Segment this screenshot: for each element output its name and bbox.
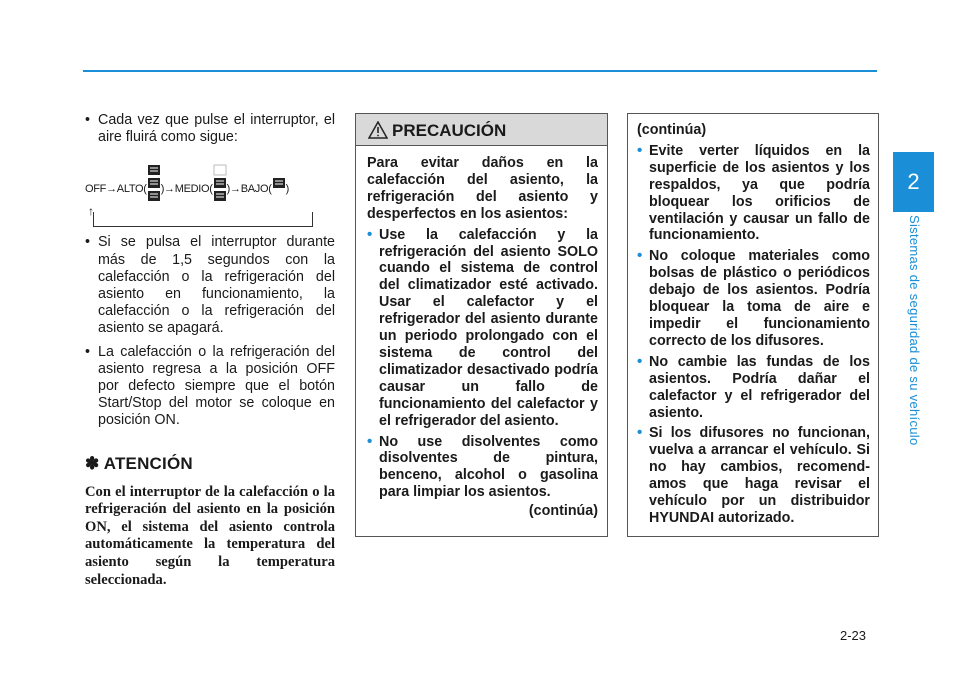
sequence-off-alto: OFF→ALTO(	[85, 183, 147, 196]
sequence-line	[85, 176, 289, 202]
up-arrow-icon: ↑	[88, 204, 94, 219]
attention-body: Con el interruptor de la calefacción o la refrigeración del asiento en la posición ON, el sistema del asiento controla automáticamente la temperatura del asiento según la temperatura seleccionada.	[85, 483, 335, 588]
left-column	[85, 112, 335, 589]
continued-label: (continúa)	[528, 503, 598, 520]
continued-heading: (continúa)	[637, 122, 707, 138]
caution-content	[356, 146, 607, 520]
sequence-end: )	[285, 183, 290, 196]
seat-vent-medium-icon	[213, 164, 227, 202]
bullet-default-off: • La calefacción o la refrigeración del asiento regresa a la posición OFF por defecto siempre que el botón Start/Stop del motor se coloque en posición ON.	[85, 344, 335, 430]
continued-content	[628, 114, 878, 527]
sequence-medio: )→MEDIO(	[160, 183, 213, 196]
bullet-long-press: • Si se pulsa el interruptor durante más de 1,5 segundos con la calefacción o la refrigeración del asiento en funcionamiento, la calefacción o la refrigeración del asiento se apagará.	[85, 234, 335, 337]
caution-box	[355, 113, 608, 537]
attention-heading: ✽ ATENCIÓN	[85, 453, 193, 473]
caution-item: • No use disolventes como disolventes de pintura, benceno, alcohol o gasolina para limpiar los asientos.	[367, 434, 598, 502]
caution-intro: Para evitar daños en la calefacción del asiento, la refrigeración del asiento y desperfectos en los asientos:	[367, 155, 598, 222]
header-rule	[83, 70, 877, 72]
seat-vent-high-icon	[147, 164, 161, 202]
seat-vent-low-icon	[272, 164, 286, 202]
continued-item: • No cambie las fundas de los asientos. Podría dañar el calefactor y el refrigerador del asiento.	[637, 354, 870, 422]
airflow-sequence-diagram	[85, 162, 335, 220]
continued-item: • Si los difusores no funcionan, vuelva a arrancar el vehículo. Si no hay cambios, recomend-amos que haga revisar el vehículo por un distribuidor HYUNDAI autorizado.	[637, 425, 870, 526]
warning-triangle-icon	[368, 121, 388, 139]
caution-title: PRECAUCIÓN	[392, 121, 507, 140]
chapter-title-vertical: Sistemas de seguridad de su vehículo	[907, 215, 922, 446]
page-number: 2-23	[840, 628, 867, 643]
continued-item: • No coloque materiales como bolsas de plástico o periódicos debajo de los asientos. Podría bloquear la toma de aire e impedir el funcionamiento correcto de los difusores.	[637, 248, 870, 349]
caution-header	[356, 114, 607, 146]
continued-item: • Evite verter líquidos en la superficie de los asientos y los respaldos, ya que podría bloquear los orificios de ventilación y causar un fallo de funcionamiento.	[637, 143, 870, 244]
chapter-number-tab: 2	[893, 152, 934, 212]
bullet-airflow: • Cada vez que pulse el interruptor, el aire fluirá como sigue:	[85, 112, 335, 146]
caution-item: • Use la calefacción y la refrigeración del asiento SOLO cuando el sistema de control del climatizador esté activado. Usar el calefactor y el refrigerador del asiento durante un periodo prolongado con el sistema de control del climatizador desactivado podría causar un fallo de funcionamiento del calefactor y el refrigerador del asiento.	[367, 227, 598, 430]
caution-continued-box	[627, 113, 879, 537]
sequence-return-line	[93, 212, 313, 227]
sequence-bajo: )→BAJO(	[226, 183, 272, 196]
